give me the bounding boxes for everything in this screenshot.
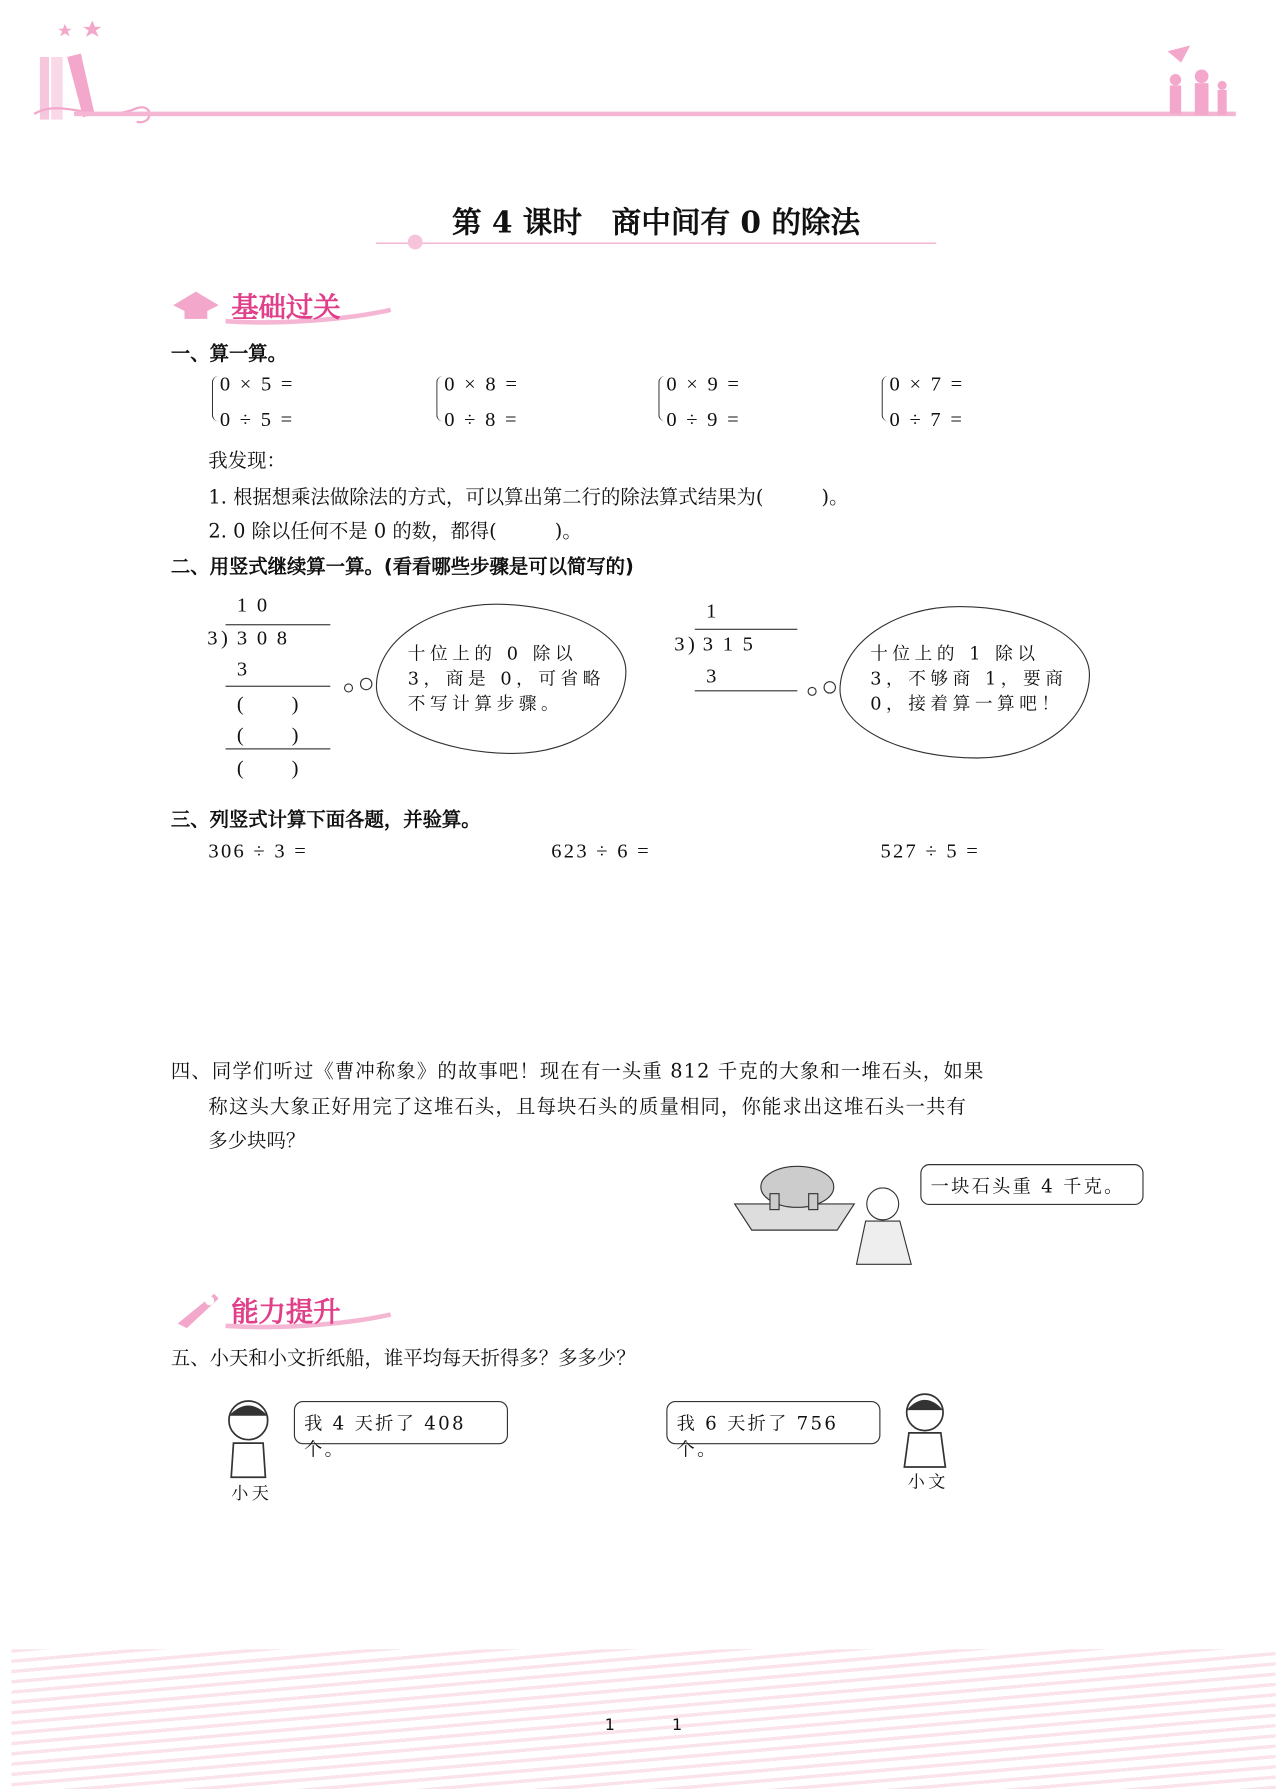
bubble-line: 不写计算步骤。 (407, 693, 564, 715)
bubble-line: 3，商是 0，可省略 (407, 668, 605, 690)
girl-illustration (888, 1387, 959, 1472)
discover-item-1: 1. 根据想乘法做除法的方式，可以算出第二行的除法算式结果为( )。 (208, 486, 849, 510)
bubble-line: 0，接着算一算吧！ (870, 693, 1064, 715)
boy-illustration (220, 1395, 288, 1486)
bubble-line: 3，不够商 1，要商 (870, 668, 1068, 690)
question-5-label: 五、小天和小文折纸船，谁平均每天折得多？多多少？ (170, 1347, 636, 1371)
step: 3 (706, 664, 719, 687)
question-2-label: 二、用竖式继续算一算。(看看哪些步骤是可以简写的) (170, 555, 634, 579)
name-label: 小天 (231, 1482, 273, 1504)
discover-item-2: 2. 0 除以任何不是 0 的数，都得( )。 (208, 520, 582, 544)
bubble-line: 十位上的 1 除以 (870, 643, 1040, 665)
equation: 0 ÷ 7 = (889, 407, 965, 431)
divisor: 3 (207, 626, 220, 650)
equation: 0 × 8 = (444, 372, 520, 396)
question-4-line: 多少块吗？ (208, 1129, 306, 1153)
answer-blank[interactable]: ( ) (236, 692, 301, 716)
divisor: 3 (674, 632, 687, 655)
exercise: 623 ÷ 6 = (551, 839, 651, 863)
answer-blank[interactable]: ( ) (236, 756, 301, 780)
equation: 0 ÷ 5 = (219, 407, 295, 431)
lesson-title: 第 4 课时 商中间有 0 的除法 (451, 206, 861, 241)
equation: 0 × 9 = (666, 372, 742, 396)
equation: 0 ÷ 9 = (666, 407, 741, 431)
step: 3 (236, 657, 250, 680)
question-1-label: 一、算一算。 (170, 342, 288, 366)
speech-bubble: 一块石头重 4 千克。 (920, 1164, 1143, 1205)
exercise: 306 ÷ 3 = (208, 839, 309, 863)
section-basic: 基础过关 (231, 291, 341, 324)
name-label: 小文 (907, 1471, 949, 1493)
worksheet-page: 第 4 课时 商中间有 0 的除法 基础过关 一、算一算。 0 × 5 = 0 ÷ 5 = 0 × 8 = 0 ÷ 8 = 0 × 9 = 0 ÷ 9 = 0 × 7 = 0 ÷ 7 = 我发现： 1. 根据想乘法做除法的方式，可以算出第二行的除法算式结果为( )。 2. 0 除以任何不是 0 的数，都得( )。 二、用竖式继续算一算。(看看哪些步骤是可以简写的) 1 0 3 ) 3 0 8 3 ( ) ( ) ( ) 十位上的 0 除以 3，商是 0，可省略 不写计算步骤。 1 3 ) 3 1 5 3 十位上的 1 除以 3，不够商 1，要商 0，接着算一算吧！ 三、列竖式计算下面各题，并验算。 306 ÷ 3 = 623 ÷ 6 = 527 ÷ 5 = 四、同学们听过《曹冲称象》的故事吧！现在有一头重 812 千克的大象和一堆石头，如果 称这头大象正好用完了这堆石头，且每块石头的质量相同，你能求出这堆石头一共有 多少块吗？ 一块石头重 4 千克。 能力提升 五、小天和小文折纸船，谁平均每天折得多？多多少？ 小天 我 4 天折了 408 个。 我 6 天折了 756 个。 小文 1 1 (0, 0, 1287, 1789)
header-decoration (28, 17, 1247, 137)
answer-blank[interactable]: ( ) (236, 723, 301, 747)
title-dot (408, 235, 423, 250)
elephant-boat-illustration (729, 1153, 923, 1267)
question-4-line: 四、同学们听过《曹冲称象》的故事吧！现在有一头重 812 千克的大象和一堆石头，如果 (170, 1060, 985, 1084)
question-3-label: 三、列竖式计算下面各题，并验算。 (170, 808, 481, 832)
quotient: 1 0 (236, 593, 270, 617)
equation: 0 ÷ 8 = (444, 407, 519, 431)
section-advanced: 能力提升 (231, 1296, 341, 1329)
title-underline (376, 243, 936, 244)
dividend: 3 0 8 (236, 626, 290, 650)
question-4-line: 称这头大象正好用完了这堆石头，且每块石头的质量相同，你能求出这堆石头一共有 (208, 1095, 968, 1119)
exercise: 527 ÷ 5 = (880, 839, 981, 863)
quotient: 1 (706, 599, 719, 622)
equation: 0 × 7 = (889, 372, 965, 396)
page-number: 1 (672, 1716, 683, 1735)
speech-bubble: 我 6 天折了 756 个。 (666, 1401, 880, 1444)
discover-label: 我发现： (208, 449, 286, 473)
footer-decoration (11, 1649, 1275, 1789)
bubble-line: 十位上的 0 除以 (407, 643, 578, 665)
speech-bubble: 我 4 天折了 408 个。 (294, 1401, 508, 1444)
equation: 0 × 5 = (219, 372, 295, 396)
page-number: 1 (604, 1716, 615, 1735)
dividend: 3 1 5 (702, 632, 756, 655)
